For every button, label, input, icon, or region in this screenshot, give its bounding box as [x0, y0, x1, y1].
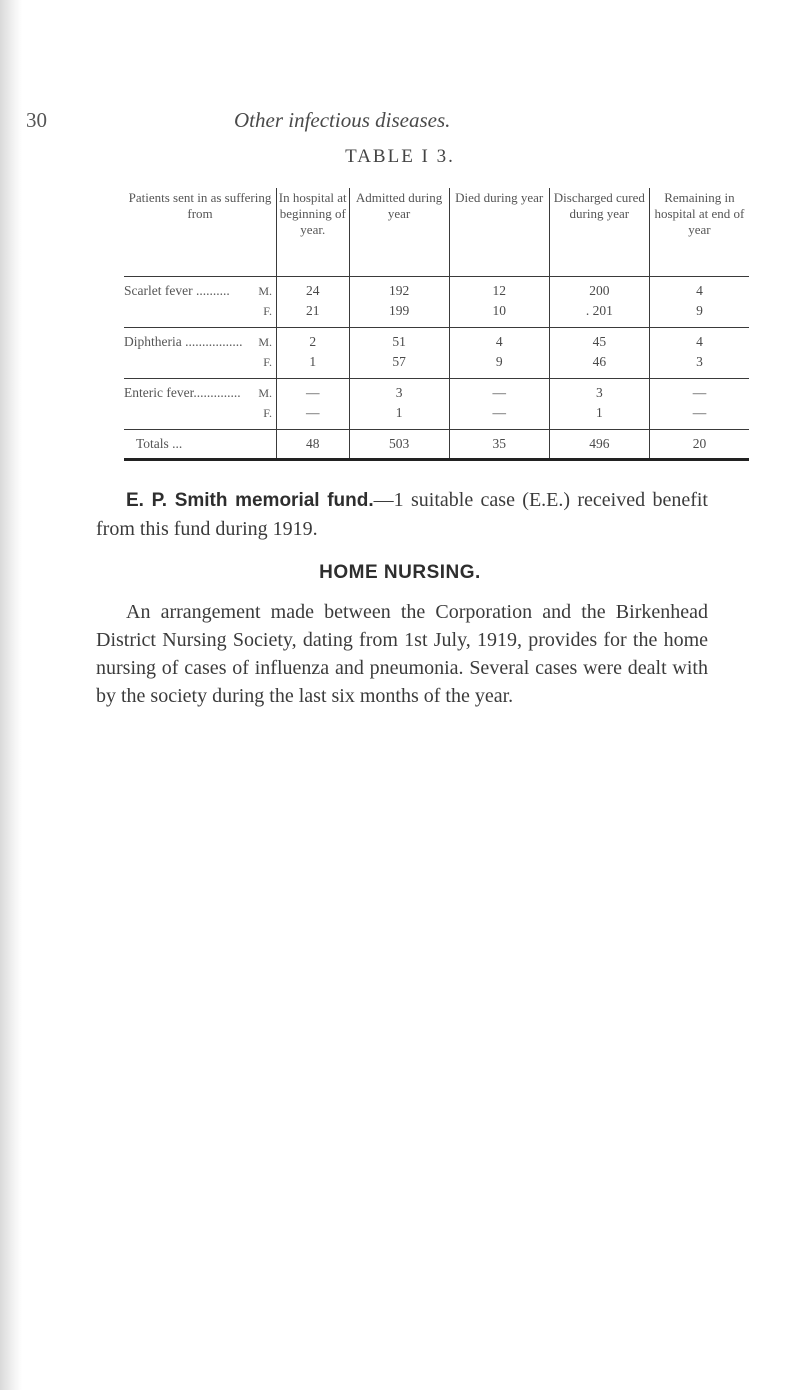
- fund-paragraph: [96, 486, 708, 543]
- table-cell: 3 1: [349, 379, 449, 430]
- column-header-patients: Patients sent in as suffering from: [128, 190, 272, 221]
- totals-label: Totals ...: [136, 436, 183, 451]
- running-head: [26, 108, 770, 138]
- table-cell: 45 46: [549, 328, 649, 379]
- table-row-scarlet-fever: [124, 277, 749, 328]
- row-label-cell: [124, 277, 277, 328]
- table-cell: 4 9: [449, 328, 549, 379]
- table-cell: 24 21: [277, 277, 350, 328]
- home-nursing-heading: HOME NURSING.: [319, 562, 481, 583]
- column-header-discharged: Discharged cured during year: [549, 188, 649, 277]
- table-cell: 4 3: [649, 328, 749, 379]
- statistics-table: [124, 188, 749, 461]
- sex-label: F.: [263, 355, 272, 369]
- table-cell: 12 10: [449, 277, 549, 328]
- column-header-admitted: Admitted during year: [349, 188, 449, 277]
- disease-name: Diphtheria .................: [124, 334, 243, 349]
- table-title: TABLE I 3.: [345, 146, 455, 167]
- table-cell: 496: [549, 430, 649, 460]
- table-row-diphtheria: [124, 328, 749, 379]
- sex-label: M.: [258, 335, 272, 349]
- table-cell: 20: [649, 430, 749, 460]
- table-cell: 3 1: [549, 379, 649, 430]
- table-cell: 35: [449, 430, 549, 460]
- sex-label: M.: [258, 386, 272, 400]
- sex-label: M.: [258, 284, 272, 298]
- column-header-remaining: Remaining in hospital at end of year: [649, 188, 749, 277]
- column-header-died: Died during year: [449, 188, 549, 277]
- table-header-row: [124, 188, 749, 277]
- table-cell: 51 57: [349, 328, 449, 379]
- table-cell: 4 9: [649, 277, 749, 328]
- table-cell: 200 . 201: [549, 277, 649, 328]
- totals-label-cell: [124, 430, 277, 460]
- row-label-cell: [124, 328, 277, 379]
- table-cell: 48: [277, 430, 350, 460]
- home-nursing-paragraph: [96, 598, 708, 710]
- home-nursing-text: An arrangement made between the Corporation and the Birkenhead District Nursing Society, dating from 1st July, 1919, provides for the home nursing of cases of influenza and pneumonia. Several cases were dealt with by the society during the last six months of the year.: [96, 601, 708, 707]
- table-row-enteric-fever: [124, 379, 749, 430]
- section-title: Other infectious diseases.: [234, 108, 451, 132]
- table-cell: 2 1: [277, 328, 350, 379]
- table-cell: 192 199: [349, 277, 449, 328]
- row-label-cell: [124, 379, 277, 430]
- column-header-in-hospital: In hospital at beginning of year.: [277, 188, 350, 277]
- disease-name: Enteric fever..............: [124, 385, 241, 400]
- table-row-totals: [124, 430, 749, 460]
- fund-title: E. P. Smith memorial fund.: [126, 490, 374, 511]
- table-cell: — —: [649, 379, 749, 430]
- sex-label: F.: [263, 304, 272, 318]
- sex-label: F.: [263, 406, 272, 420]
- table-cell: — —: [449, 379, 549, 430]
- disease-name: Scarlet fever ..........: [124, 283, 230, 298]
- page-edge-shadow: [0, 0, 22, 1390]
- fund-text: —1 suitable case (E.E.) received benefit from this fund during 1919.: [96, 489, 708, 540]
- table-cell: 503: [349, 430, 449, 460]
- table-cell: — —: [277, 379, 350, 430]
- statistics-table-container: [124, 188, 749, 461]
- page-number: 30: [26, 108, 47, 132]
